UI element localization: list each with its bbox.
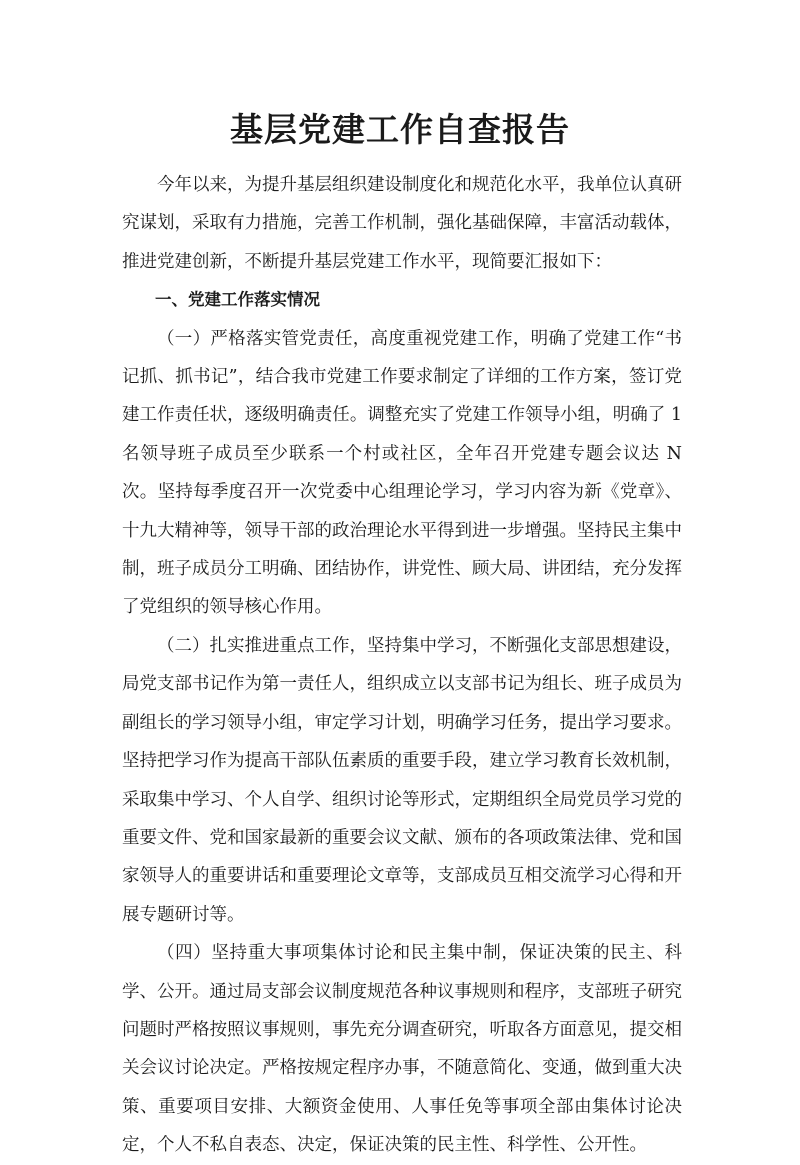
paragraph-four: （四）坚持重大事项集体讨论和民主集中制，保证决策的民主、科学、公开。通过局支部会议制度规范各种议事规则和程序，支部班子研究问题时严格按照议事规则，事先充分调查研究，听取各方面意见，提交相关会议讨论决定。严格按规定程序办事，不随意简化、变通，做到重大决策、重要项目安排、大额资金使用、人事任免等事项全部由集体讨论决定，个人不私自表态、决定，保证决策的民主性、科学性、公开性。 — [122, 943, 682, 1156]
paragraph-one: （一）严格落实管党责任，高度重视党建工作，明确了党建工作“书记抓、抓书记”，结合我市党建工作要求制定了详细的工作方案，签订党建工作责任状，逐级明确责任。调整充实了党建工作领导小组，明确了 1 名领导班子成员至少联系一个村或社区，全年召开党建专题会议达 N 次。坚持每季度召开一次党委中心组理论学习，学习内容为新《党章》、十九大精神等，领导干部的政治理论水平得到进一步增强。坚持民主集中制，班子成员分工明确、团结协作，讲党性、顾大局、讲团结，充分发挥了党组织的领导核心作用。 — [122, 328, 682, 618]
paragraph-two: （二）扎实推进重点工作，坚持集中学习，不断强化支部思想建设，局党支部书记作为第一责任人，组织成立以支部书记为组长、班子成员为副组长的学习领导小组，审定学习计划，明确学习任务，提出学习要求。坚持把学习作为提高干部队伍素质的重要手段，建立学习教育长效机制，采取集中学习、个人自学、组织讨论等形式，定期组织全局党员学习党的重要文件、党和国家最新的重要会议文献、颁布的各项政策法律、党和国家领导人的重要讲话和重要理论文章等，支部成员互相交流学习心得和开展专题研讨等。 — [122, 635, 682, 925]
document-title: 基层党建工作自查报告 — [230, 110, 570, 149]
document-body — [122, 166, 682, 1165]
intro-paragraph: 今年以来，为提升基层组织建设制度化和规范化水平，我单位认真研究谋划，采取有力措施，完善工作机制，强化基础保障，丰富活动载体，推进党建创新，不断提升基层党建工作水平，现简要汇报如下： — [122, 175, 682, 272]
section-heading: 一、党建工作落实情况 — [155, 290, 320, 310]
